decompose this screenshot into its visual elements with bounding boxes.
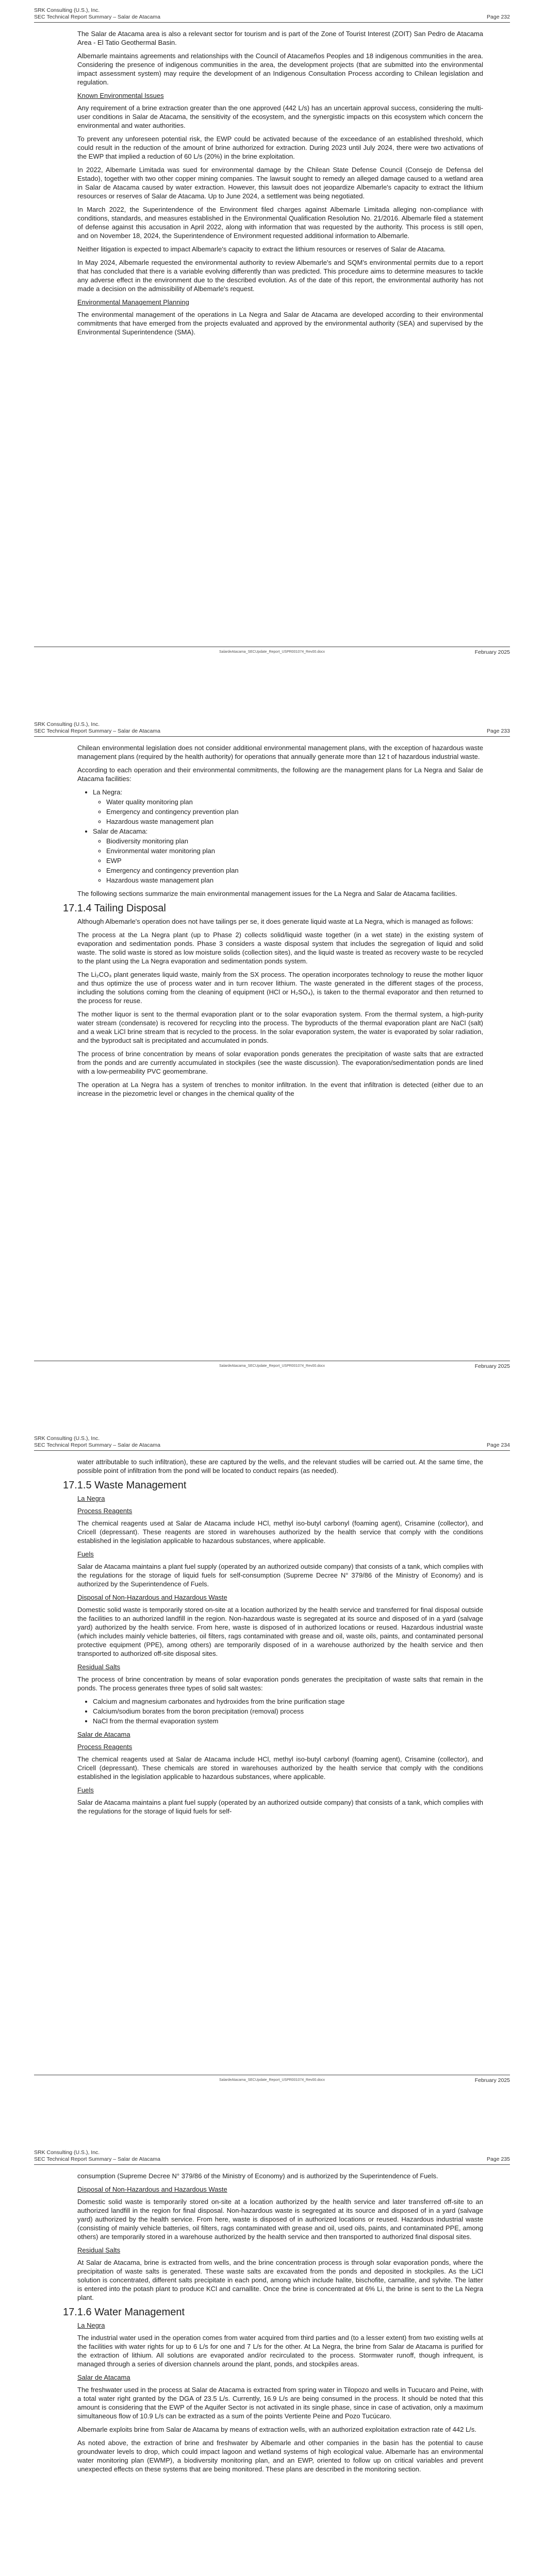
paragraph: The Li₂CO₃ plant generates liquid waste, mainly from the SX process. The operation incorporates technology to reuse the mother liquor and thus optimize the use of process water and in turn recover lithium. The waste generated in the different stages of the process, including the solutions coming from the cleaning of equipment (HCl or H₂SO₄), is taken to the thermal evaporator and then returned to the process for reuse.	[77, 971, 483, 1005]
paragraph: Neither litigation is expected to impact Albemarle's capacity to extract the lithium resources or reserves of Salar de Atacama.	[77, 245, 446, 253]
company-name: SRK Consulting (U.S.), Inc.	[34, 7, 100, 13]
footer-filename: SalardeAtacama_SECUpdate_Report_USPR001074_Rev00.docx	[219, 650, 325, 654]
page-number: Page 234	[487, 1442, 510, 1448]
subheading: Environmental Management Planning	[77, 298, 189, 306]
list-item: ◦ Emergency and contingency prevention plan	[106, 866, 483, 875]
subheading: Fuels	[77, 1786, 94, 1794]
list-item: ◦ Hazardous waste management plan	[106, 876, 483, 885]
header-divider	[34, 22, 510, 23]
page-234	[0, 1428, 544, 2098]
page-235	[0, 2142, 544, 2576]
sublist	[93, 837, 483, 885]
subheading: Disposal of Non-Hazardous and Hazardous Waste	[77, 1594, 227, 1601]
page-number: Page 235	[487, 2156, 510, 2162]
list-item: • Salar de Atacama: ◦ Biodiversity monitoring plan ◦ Environmental water monitoring plan ◦ EWP ◦ Emergency and contingency prevention plan ◦ Hazardous waste management plan	[93, 827, 483, 885]
list-item: ◦ Emergency and contingency prevention plan	[106, 807, 483, 816]
list-item: • NaCl from the thermal evaporation system	[93, 1717, 483, 1725]
header-divider	[34, 736, 510, 737]
subheading: Fuels	[77, 1550, 94, 1558]
page-body	[63, 743, 483, 1103]
subheading: Residual Salts	[77, 1663, 121, 1671]
list-item: ◦ Biodiversity monitoring plan	[106, 837, 483, 845]
footer-date: February 2025	[474, 2077, 510, 2083]
subheading: Disposal of Non-Hazardous and Hazardous Waste	[77, 2185, 227, 2193]
page-body	[77, 29, 483, 341]
page-body	[63, 2172, 483, 2478]
paragraph: The process of brine concentration by means of solar evaporation ponds generates the precipitation of waste salts that are extracted from the ponds and are currently accumulated in stockpiles (see the waste discussion). The evaporation/sedimentation ponds are lined with a low-permeability PVC geomembrane.	[77, 1050, 483, 1075]
paragraph: The process of brine concentration by means of solar evaporation ponds generates the precipitation of waste salts that remain in the ponds. The process generates three types of solid salt wastes:	[77, 1675, 483, 1692]
paragraph: The industrial water used in the operation comes from water acquired from third parties and (to a lesser extent) from two existing wells at the facilities with water rights for up to 6 L/s for one and 7 L/s for the other. At La Negra, the brine from Salar de Atacama is purified for the extraction of lithium. All solutions are evaporated and/or recirculated to the process. Stormwater runoff, though infrequent, is managed through a series of diversion channels around the plant, ponds, and stockpiles areas.	[77, 2334, 483, 2368]
page-header	[34, 721, 160, 735]
report-title: SEC Technical Report Summary – Salar de Atacama	[34, 728, 160, 734]
subheading: Process Reagents	[77, 1507, 133, 1515]
paragraph: To prevent any unforeseen potential risk, the EWP could be activated because of the exceedance of an established threshold, which could result in the reduction of the amount of brine authorized for extraction. During 2023 until July 2024, there were two activations of the EWP that implied a reduction of 60 L/s (20%) in the brine exploitation.	[77, 135, 483, 160]
footer-date: February 2025	[474, 1363, 510, 1369]
paragraph: Salar de Atacama maintains a plant fuel supply (operated by an authorized outside company) that consists of a tank, which complies with the regulations for the storage of liquid fuels for self-	[77, 1799, 483, 1815]
report-title: SEC Technical Report Summary – Salar de Atacama	[34, 1442, 160, 1448]
page-header	[34, 7, 160, 21]
paragraph: The mother liquor is sent to the thermal evaporation plant or to the solar evaporation system. From the thermal system, a high-purity water stream (condensate) is recovered for recycling into the process. The byproducts of the thermal evaporation plant are NaCl (salt) and a weak LiCl brine stream that is recycled to the process. In the solar evaporation system, the water is evaporated by solar radiation, and the byproduct salt is precipitated and accumulated in ponds.	[77, 1010, 483, 1044]
paragraph: Although Albemarle's operation does not have tailings per se, it does generate liquid waste at La Negra, which is managed as follows:	[77, 918, 473, 925]
page-number: Page 233	[487, 728, 510, 734]
paragraph: In 2022, Albemarle Limitada was sued for environmental damage by the Chilean State Defense Council (Consejo de Defensa del Estado), together with two other copper mining companies. The lawsuit sought to remedy an alleged damage caused to a wetland area in Salar de Atacama caused by water extraction. However, this lawsuit does not jeopardize Albemarle's capacity to extract the lithium resources or reserves of Salar de Atacama. Up to June 2024, a settlement was being negotiated.	[77, 166, 483, 200]
subheading: La Negra	[77, 2321, 105, 2329]
paragraph: Chilean environmental legislation does not consider additional environmental management plans, with the exception of hazardous waste management plans (required by the health authority) for operations that annually generate more than 12 t of hazardous industrial waste.	[77, 744, 483, 760]
header-divider	[34, 2164, 510, 2165]
section-heading: 17.1.6 Water Management	[63, 2307, 185, 2318]
list-item: ◦ Water quality monitoring plan	[106, 798, 483, 806]
paragraph: Domestic solid waste is temporarily stored on-site at a location authorized by the health service and transferred for final disposal outside the facilities to an authorized landfill in the region. Non-hazardous waste is segregated at its source and disposed of in a yard (salvage yard) authorized by the health service. From here, waste is disposed of in authorized locations or reused. Hazardous industrial waste (which includes mainly vehicle batteries, oil filters, rags contaminated with grease and oil, waste oils, paints, and contaminated personal protective equipment (PPE), among others) are temporarily disposed of in a warehouse authorized by the health service and then transported to authorized off-site disposal sites.	[77, 1606, 483, 1657]
company-name: SRK Consulting (U.S.), Inc.	[34, 2149, 100, 2156]
list-item: • Calcium/sodium borates from the boron precipitation (removal) process	[93, 1707, 483, 1716]
paragraph: Any requirement of a brine extraction greater than the one approved (442 L/s) has an uncertain approval success, considering the multi-user conditions in Salar de Atacama, the sensitivity of the ecosystem, and the synergistic impacts on this ecosystem which concern the environmental and water authorities.	[77, 104, 483, 129]
page-header	[34, 2149, 160, 2163]
subheading: Process Reagents	[77, 1743, 133, 1751]
subheading: Residual Salts	[77, 2246, 121, 2254]
footer-date: February 2025	[474, 649, 510, 655]
report-title: SEC Technical Report Summary – Salar de Atacama	[34, 2156, 160, 2162]
paragraph: The freshwater used in the process at Salar de Atacama is extracted from spring water in Tilopozo and wells in Tucucaro and Peine, with a total water right granted by the DGA of 23.5 L/s. Currently, 16.9 L/s are being consumed in the process. It should be noted that this amount is considering that the EWP of the Aquifer Sector is not activated in its single phase, since in case of activation, only a maximum simultaneous flow of 10.9 L/s can be extracted as a sum of the points Vertiente Peine and Pozo Tucúcaro.	[77, 2386, 483, 2420]
company-name: SRK Consulting (U.S.), Inc.	[34, 721, 100, 727]
management-plan-list	[77, 788, 483, 885]
header-divider	[34, 1450, 510, 1451]
subheading: Known Environmental Issues	[77, 92, 164, 99]
section-heading: 17.1.5 Waste Management	[63, 1480, 187, 1491]
paragraph: The operation at La Negra has a system of trenches to monitor infiltration. In the event that infiltration is detected (either due to an increase in the piezometric level or changes in the chemical quality of the	[77, 1081, 483, 1097]
paragraph: The Salar de Atacama area is also a relevant sector for tourism and is part of the Zone of Tourist Interest (ZOIT) San Pedro de Atacama Area - El Tatio Geothermal Basin.	[77, 30, 483, 46]
paragraph: Salar de Atacama maintains a plant fuel supply (operated by an authorized outside company) that consists of a tank, which complies with the regulations for the storage of liquid fuels for self-consumption (Supreme Decree N° 379/86 of the Ministry of Economy) and is authorized by the Superintendence of Fuels.	[77, 1563, 483, 1588]
paragraph: The chemical reagents used at Salar de Atacama include HCl, methyl iso-butyl carbonyl (foaming agent), Crisamine (collector), and Cricell (depressant). These chemicals are stored in warehouses authorized by the health service that comply with the conditions established in the legislation applicable to hazardous substances, where applicable.	[77, 1755, 483, 1781]
list-item: ◦ Environmental water monitoring plan	[106, 846, 483, 855]
paragraph: The environmental management of the operations in La Negra and Salar de Atacama are developed according to their environmental commitments that have emerged from the projects evaluated and approved by the environmental authority (SEA) and supervised by the Environmental Superintendence (SMA).	[77, 311, 483, 336]
paragraph: consumption (Supreme Decree N° 379/86 of the Ministry of Economy) and is authorized by the Superintendence of Fuels.	[77, 2172, 438, 2180]
sublist	[93, 798, 483, 826]
subheading: La Negra	[77, 1495, 105, 1502]
paragraph: The following sections summarize the main environmental management issues for the La Negra and Salar de Atacama facilities.	[77, 890, 457, 897]
paragraph: As noted above, the extraction of brine and freshwater by Albemarle and other companies in the basin has the potential to cause groundwater levels to drop, which could impact lagoon and wetland systems of high ecological value. Albemarle has an environmental water monitoring plan (EWMP), a biodiversity monitoring plan, and an EWP, oriented to follow up on critical variables and prevent unexpected effects on these systems that are being monitored. These plans are described in the monitoring section.	[77, 2439, 483, 2473]
subheading: Salar de Atacama	[77, 2374, 130, 2381]
paragraph: According to each operation and their environmental commitments, the following are the management plans for La Negra and Salar de Atacama facilities:	[77, 766, 483, 783]
paragraph: In May 2024, Albemarle requested the environmental authority to review Albemarle's and SQM's environmental permits due to a report that has concluded that there is a variable evolving differently than was predicted. This procedure aims to determine measures to tackle any adverse effect in the environment due to the described evolution. As of the date of this report, the environmental authority has not made a decision on the admissibility of Albemarle's request.	[77, 259, 483, 293]
list-item: • La Negra: ◦ Water quality monitoring plan ◦ Emergency and contingency prevention plan ◦ Hazardous waste management plan	[93, 788, 483, 826]
paragraph: Albemarle exploits brine from Salar de Atacama by means of extraction wells, with an authorized exploitation extraction rate of 442 L/s.	[77, 2426, 476, 2433]
paragraph: The process at the La Negra plant (up to Phase 2) collects solid/liquid waste together (in a wet state) in the existing system of evaporation and sedimentation ponds. Phase 3 considers a waste disposal system that includes the segregation of liquid and solid waste. The solid waste is stored as low moisture solids (collection sites), and the liquid waste is treated as recovery waste to be recycled to the plant using the La Negra evaporation and sedimentation ponds system.	[77, 931, 483, 965]
paragraph: Albemarle maintains agreements and relationships with the Council of Atacameños Peoples and 18 indigenous communities in the area. Considering the presence of indigenous communities in the area, the development projects (that are submitted into the environmental impact assessment system) may require the development of an Indigenous Consultation Process according to Chilean legislation and regulation.	[77, 52, 483, 86]
footer-filename: SalardeAtacama_SECUpdate_Report_USPR001074_Rev00.docx	[219, 2078, 325, 2082]
footer-filename: SalardeAtacama_SECUpdate_Report_USPR001074_Rev00.docx	[219, 1364, 325, 1368]
paragraph: water attributable to such infiltration), these are captured by the wells, and the relevant studies will be carried out. At the same time, the possible point of infiltration from the pond will be located to conduct repairs (as needed).	[77, 1458, 483, 1475]
page-body	[63, 1458, 483, 1820]
list-item: • Calcium and magnesium carbonates and hydroxides from the brine purification stage	[93, 1697, 483, 1706]
subheading: Salar de Atacama	[77, 1731, 130, 1738]
residual-salts-list	[77, 1697, 483, 1725]
list-item: ◦ Hazardous waste management plan	[106, 817, 483, 826]
paragraph: In March 2022, the Superintendence of the Environment filed charges against Albemarle Limitada alleging non-compliance with conditions, standards, and measures established in the Environmental Qualification Resolution No. 21/2016. Albemarle filed a statement of defense against this accusation in April 2022, along with information that was requested by the authority. This process is still open, and on November 18, 2024, the Superintendence of Environment requested additional information to Albemarle.	[77, 206, 483, 240]
company-name: SRK Consulting (U.S.), Inc.	[34, 1435, 100, 1442]
page-233	[0, 714, 544, 1384]
page-number: Page 232	[487, 14, 510, 20]
paragraph: Domestic solid waste is temporarily stored on-site at a location authorized by the health service and later transferred off-site to an authorized landfill in the region for final disposal. Non-hazardous waste is segregated at its source and disposed of in a yard (salvage yard) authorized by the health service. From here, waste is disposed of in authorized locations or reused. Hazardous industrial waste (consisting of mainly vehicle batteries, oil filters, rags contaminated with grease and oil, used oils, paints, and contaminated PPE, among others) are temporarily stored in a warehouse authorized by the health service and then transported to authorized final disposal sites.	[77, 2198, 483, 2241]
section-heading: 17.1.4 Tailing Disposal	[63, 903, 166, 914]
list-item: ◦ EWP	[106, 856, 483, 865]
paragraph: The chemical reagents used at Salar de Atacama include HCl, methyl iso-butyl carbonyl (foaming agent), Crisamine (collector), and Cricell (depressant). These reagents are stored in warehouses authorized by the health service that comply with the conditions established in the legislation applicable to hazardous substances, where applicable.	[77, 1519, 483, 1545]
page-232	[0, 0, 544, 670]
page-header	[34, 1435, 160, 1449]
paragraph: At Salar de Atacama, brine is extracted from wells, and the brine concentration process is through solar evaporation ponds, where the precipitation of waste salts is generated. These waste salts are excavated from the ponds and deposited in stockpiles. As the LiCl solution is concentrated, different salts precipitate in each pond, among which include halite, bischofite, carnallite, and sylvite. The latter is entered into the potash plant to produce KCl and carnallite. Once the brine is concentrated at 6% Li, the brine is sent to the La Negra plant.	[77, 2259, 483, 2301]
report-title: SEC Technical Report Summary – Salar de Atacama	[34, 14, 160, 20]
